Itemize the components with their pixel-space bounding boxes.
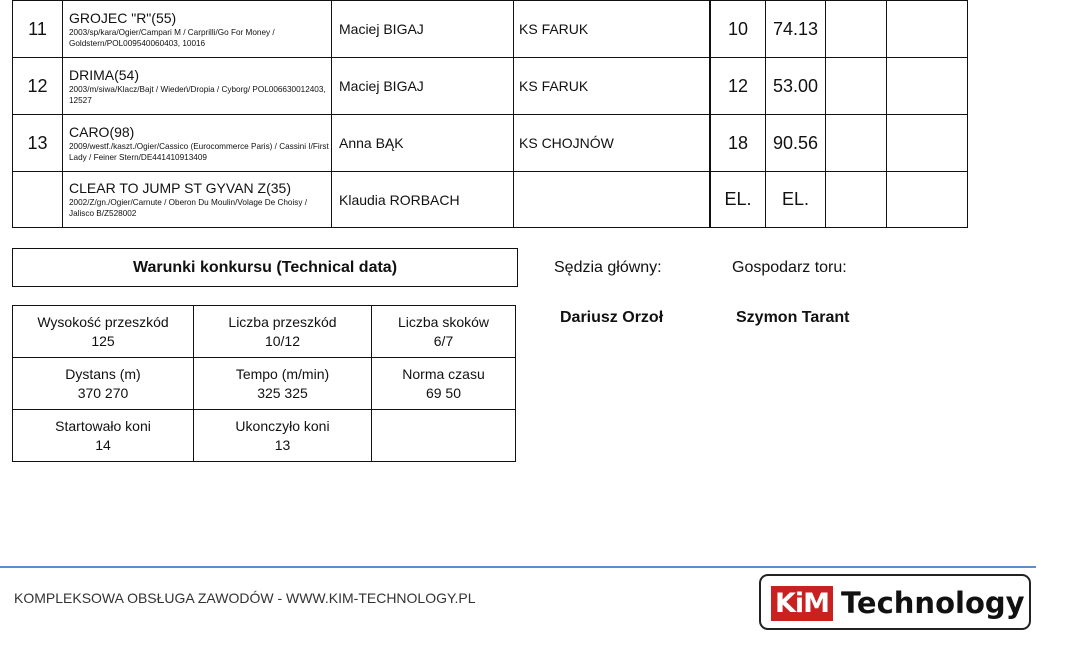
technical-cell (372, 410, 516, 462)
technical-cell (194, 306, 372, 358)
club-name: KS FARUK (514, 58, 710, 115)
horse-cell (63, 172, 332, 228)
technical-label: Tempo (m/min) (235, 365, 330, 382)
results-table (12, 0, 968, 228)
technical-label: Ukonczyło koni (235, 417, 330, 434)
empty-cell (826, 58, 887, 115)
technical-label: Wysokość przeszkód (37, 313, 169, 330)
horse-details: 2002/Z/gn./Ogier/Carnute / Oberon Du Moulin/Volage De Choisy / Jalisco B/Z528002 (69, 198, 308, 218)
result-row (13, 1, 968, 58)
club-name: KS FARUK (514, 1, 710, 58)
time: 74.13 (766, 1, 826, 58)
empty-cell (826, 172, 887, 228)
technical-label: Norma czasu (402, 365, 485, 382)
logo-brand-mark: KiM (771, 586, 833, 621)
result-row (13, 115, 968, 172)
empty-cell (826, 115, 887, 172)
penalties: 18 (711, 115, 766, 172)
time: 53.00 (766, 58, 826, 115)
technical-value: 10/12 (264, 332, 301, 349)
technical-label: Startowało koni (55, 417, 151, 434)
technical-value: 6/7 (433, 332, 454, 349)
club-name: KS CHOJNÓW (514, 115, 710, 172)
time: EL. (766, 172, 826, 228)
rider-name: Anna BĄK (332, 115, 514, 172)
technical-label: Dystans (m) (65, 365, 141, 382)
club-name (514, 172, 710, 228)
start-number: 12 (13, 58, 63, 115)
judge-name: Dariusz Orzoł (560, 309, 664, 326)
technical-value: 325 325 (257, 384, 308, 401)
empty-cell (826, 1, 887, 58)
technical-cell (372, 358, 516, 410)
technical-value: 69 50 (425, 384, 462, 401)
penalties: EL. (711, 172, 766, 228)
technical-cell (13, 410, 194, 462)
rider-name: Maciej BIGAJ (332, 58, 514, 115)
kim-technology-logo (759, 574, 1031, 630)
horse-cell (63, 115, 332, 172)
technical-cell (372, 306, 516, 358)
logo-wordmark: Technology (841, 586, 1025, 620)
horse-cell (63, 1, 332, 58)
empty-cell (887, 115, 968, 172)
result-row (13, 58, 968, 115)
result-row (13, 172, 968, 228)
empty-cell (887, 172, 968, 228)
horse-name: GROJEC "R"(55) (69, 9, 177, 26)
start-number: 13 (13, 115, 63, 172)
start-number (13, 172, 63, 228)
technical-cell (194, 358, 372, 410)
penalties: 12 (711, 58, 766, 115)
horse-details: 2003/sp/kara/Ogier/Campari M / Carprilli/Go For Money / Goldstern/POL009540060403, 10016 (69, 27, 275, 48)
rider-name: Klaudia RORBACH (332, 172, 514, 228)
technical-row (13, 358, 516, 410)
horse-cell (63, 58, 332, 115)
empty-cell (887, 1, 968, 58)
empty-cell (887, 58, 968, 115)
technical-value: 14 (95, 436, 111, 453)
time: 90.56 (766, 115, 826, 172)
rider-name: Maciej BIGAJ (332, 1, 514, 58)
technical-cell (194, 410, 372, 462)
penalties: 10 (711, 1, 766, 58)
footer-text: KOMPLEKSOWA OBSŁUGA ZAWODÓW - WWW.KIM-TECHNOLOGY.PL (14, 590, 476, 606)
horse-name: DRIMA(54) (69, 66, 140, 83)
horse-name: CARO(98) (69, 123, 135, 140)
footer-divider (0, 566, 1036, 568)
technical-data-title: Warunki konkursu (Technical data) (12, 248, 518, 287)
technical-data-table (12, 305, 516, 462)
technical-cell (13, 358, 194, 410)
course-designer-name: Szymon Tarant (736, 309, 850, 326)
start-number: 11 (13, 1, 63, 58)
technical-value: 370 270 (77, 384, 129, 401)
technical-label: Liczba skoków (397, 313, 490, 330)
horse-details: 2009/westf./kaszt./Ogier/Cassico (Eurocommerce Paris) / Cassini I/First Lady / Feiner Stern/DE441410913409 (69, 141, 329, 162)
technical-row (13, 306, 516, 358)
technical-label: Liczba przeszkód (228, 313, 337, 330)
judge-label: Sędzia główny: (554, 259, 662, 276)
horse-name: CLEAR TO JUMP ST GYVAN Z(35) (69, 180, 291, 196)
technical-row (13, 410, 516, 462)
technical-value: 125 (91, 332, 115, 349)
course-designer-label: Gospodarz toru: (732, 259, 847, 276)
technical-cell (13, 306, 194, 358)
technical-value: 13 (274, 436, 291, 453)
horse-details: 2003/m/siwa/Klacz/Bajt / Wiedeń/Dropia / Cyborg/ POL006630012403, 12527 (69, 84, 326, 105)
